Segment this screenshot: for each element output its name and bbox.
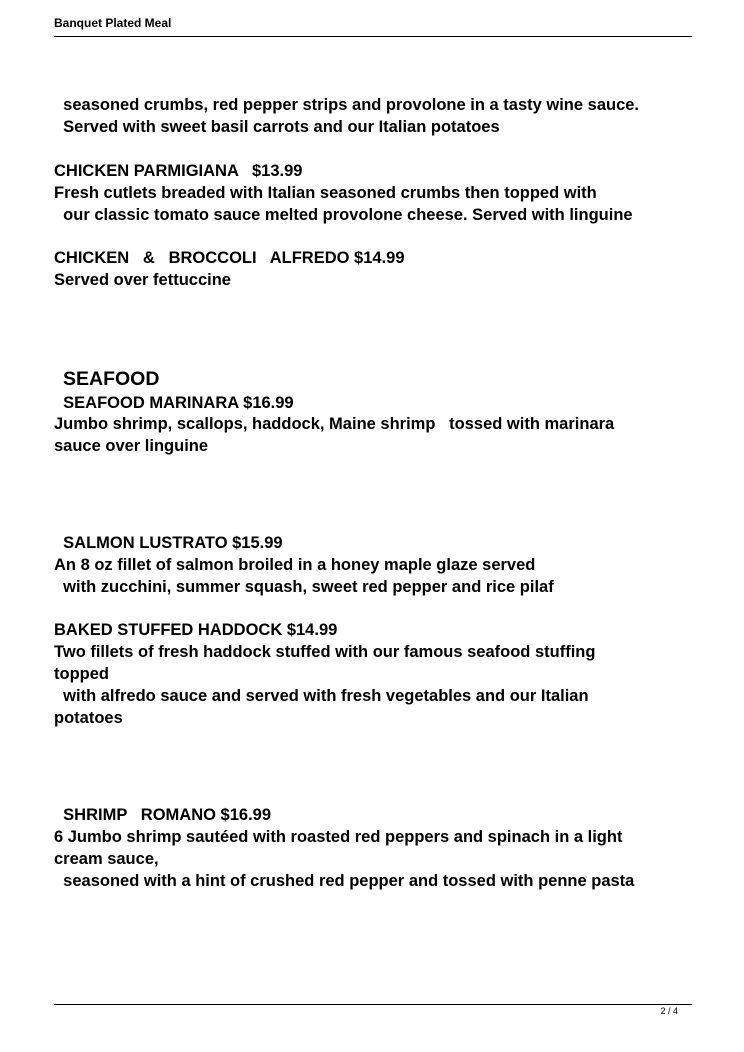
document-title: Banquet Plated Meal bbox=[54, 16, 172, 30]
item-description-line: sauce over linguine bbox=[54, 437, 209, 455]
item-description-line: An 8 oz fillet of salmon broiled in a honey maple glaze served bbox=[54, 556, 536, 574]
footer-divider bbox=[54, 1004, 692, 1005]
item-description-line: with zucchini, summer squash, sweet red pepper and rice pilaf bbox=[54, 578, 554, 596]
item-description-line: topped bbox=[54, 665, 109, 683]
page-number: 2 / 4 bbox=[660, 1006, 678, 1016]
item-description-line: cream sauce, bbox=[54, 850, 159, 868]
item-description-line: seasoned crumbs, red pepper strips and provolone in a tasty wine sauce. bbox=[54, 96, 640, 114]
menu-item-title: SALMON LUSTRATO $15.99 bbox=[54, 534, 283, 552]
item-description-line: seasoned with a hint of crushed red pepper and tossed with penne pasta bbox=[54, 872, 635, 890]
menu-item-title: SEAFOOD MARINARA $16.99 bbox=[54, 394, 294, 412]
menu-item-title: CHICKEN & BROCCOLI ALFREDO $14.99 bbox=[54, 249, 405, 267]
item-description-line: 6 Jumbo shrimp sautéed with roasted red peppers and spinach in a light bbox=[54, 828, 623, 846]
item-description-line: our classic tomato sauce melted provolone cheese. Served with linguine bbox=[54, 206, 633, 224]
header-divider bbox=[54, 36, 692, 37]
item-description-line: Served over fettuccine bbox=[54, 271, 231, 289]
item-description-line: Fresh cutlets breaded with Italian seasoned crumbs then topped with bbox=[54, 184, 597, 202]
section-heading-seafood: SEAFOOD bbox=[63, 368, 160, 390]
item-description-line: Jumbo shrimp, scallops, haddock, Maine shrimp tossed with marinara bbox=[54, 415, 615, 433]
menu-item-title: CHICKEN PARMIGIANA $13.99 bbox=[54, 162, 303, 180]
item-description-line: potatoes bbox=[54, 709, 123, 727]
item-description-line: with alfredo sauce and served with fresh vegetables and our Italian bbox=[54, 687, 589, 705]
menu-item-title: SHRIMP ROMANO $16.99 bbox=[54, 806, 272, 824]
menu-item-title: BAKED STUFFED HADDOCK $14.99 bbox=[54, 621, 338, 639]
item-description-line: Two fillets of fresh haddock stuffed with our famous seafood stuffing bbox=[54, 643, 596, 661]
item-description-line: Served with sweet basil carrots and our Italian potatoes bbox=[54, 118, 500, 136]
